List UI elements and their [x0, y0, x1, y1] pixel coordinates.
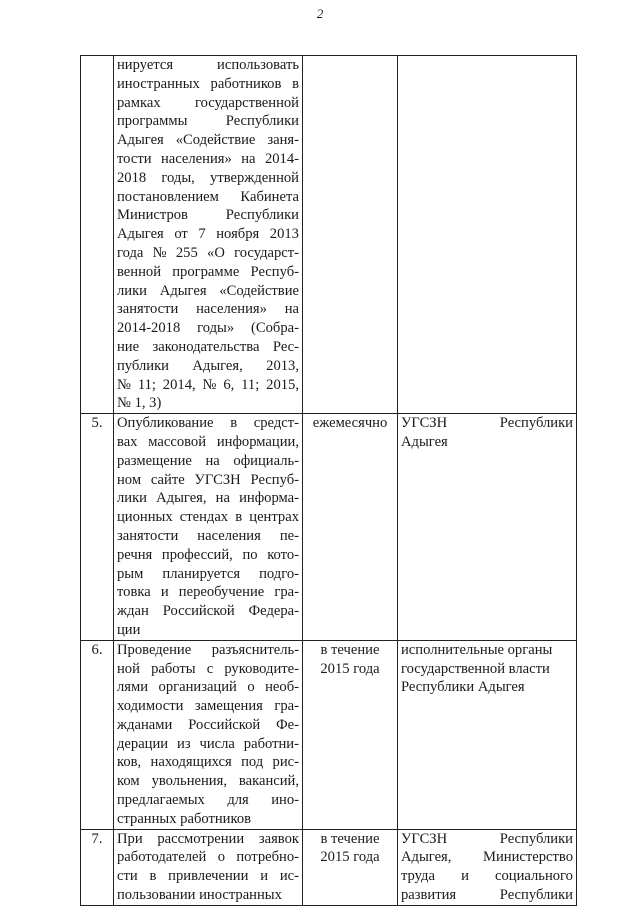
action-cell	[114, 640, 303, 829]
action-text-line: дерации из числа работни-	[117, 735, 299, 752]
term-text-line: 2015 года	[320, 849, 380, 866]
action-text-line: занятости населения пе-	[117, 527, 299, 544]
action-text-line: иностранных работников в	[117, 75, 299, 92]
action-text-line: странных работников	[117, 810, 252, 827]
action-text-line: лики Адыгея «Содействие	[117, 282, 299, 299]
action-text-line: постановлением Кабинета	[117, 188, 299, 205]
responsible-text-line: Адыгея, Министерство	[401, 849, 573, 866]
row-number: 6.	[81, 640, 114, 829]
action-text-line: ждан Российской Федера-	[117, 603, 299, 620]
responsible-text-line: государственной власти	[401, 660, 550, 677]
action-text-line: товка и переобучение гра-	[117, 584, 299, 601]
term-cell	[303, 829, 398, 905]
action-text-line: занятости населения» на	[117, 301, 299, 318]
action-cell	[114, 829, 303, 905]
responsible-cell	[398, 640, 577, 829]
action-text-line: При рассмотрении заявок	[117, 830, 299, 847]
action-text-line: 2014-2018 годы» (Собра-	[117, 320, 299, 337]
row-number: 5.	[81, 414, 114, 641]
term-cell	[303, 640, 398, 829]
action-text-line: ходимости замещения гра-	[117, 698, 299, 715]
term-text-line: 2015 года	[320, 660, 380, 677]
action-text-line: лики Адыгея, на информа-	[117, 490, 299, 507]
action-text-line: Проведение разъяснитель-	[117, 641, 299, 658]
responsible-text-line: УГСЗН Республики	[401, 830, 573, 847]
responsible-cell	[398, 414, 577, 641]
action-text-line: Адыгея «Содействие заня-	[117, 132, 299, 149]
term-cell	[303, 414, 398, 641]
action-text-line: ном сайте УГСЗН Респуб-	[117, 471, 299, 488]
action-text-line: сти в привлечении и ис-	[117, 868, 299, 885]
action-text-line: жданами Российской Фе-	[117, 716, 299, 733]
responsible-cell	[398, 829, 577, 905]
action-text-line: работодателей о потребно-	[117, 849, 299, 866]
action-text-line: ков, находящихся под рис-	[117, 754, 299, 771]
action-cell	[114, 56, 303, 414]
row-number	[81, 56, 114, 414]
action-text-line: программы Республики	[117, 113, 299, 130]
action-text-line: ние законодательства Рес-	[117, 338, 299, 355]
row-number: 7.	[81, 829, 114, 905]
action-text-line: тости населения» на 2014-	[117, 150, 299, 167]
responsible-text-line: УГСЗН Республики	[401, 415, 573, 432]
action-text-line: размещение на официаль-	[117, 452, 299, 469]
action-text-line: речня профессий, по кото-	[117, 546, 299, 563]
action-text-line: лями организаций о необ-	[117, 679, 299, 696]
table-row	[81, 56, 577, 414]
action-text-line: вах массовой информации,	[117, 433, 299, 450]
responsible-cell	[398, 56, 577, 414]
responsible-text-line: исполнительные органы	[401, 641, 553, 658]
action-text-line: Министров Республики	[117, 207, 299, 224]
responsible-text-line: Республики Адыгея	[401, 679, 525, 696]
term-text-line: ежемесячно	[312, 415, 388, 432]
action-text-line: ком увольнения, вакансий,	[117, 773, 299, 790]
action-text-line: Адыгея от 7 ноября 2013	[117, 226, 299, 243]
action-text-line: года № 255 «О государст-	[117, 244, 299, 261]
table-row	[81, 829, 577, 905]
action-text-line: венной программе Респуб-	[117, 263, 299, 280]
action-text-line: пользовании иностранных	[117, 887, 282, 904]
responsible-text-line: развития Республики	[401, 887, 573, 904]
action-text-line: рым планируется подго-	[117, 565, 299, 582]
responsible-text-line: труда и социального	[401, 868, 573, 885]
action-text-line: публики Адыгея, 2013,	[117, 357, 299, 374]
term-text-line: в течение	[320, 641, 380, 658]
action-text-line: № 1, 3)	[117, 395, 162, 412]
action-text-line: № 11; 2014, № 6, 11; 2015,	[117, 376, 299, 393]
table-row	[81, 640, 577, 829]
measures-table	[80, 55, 577, 906]
action-text-line: рамках государственной	[117, 94, 299, 111]
action-cell	[114, 414, 303, 641]
page-number: 2	[316, 6, 324, 21]
action-text-line: Опубликование в средст-	[117, 415, 299, 432]
table-row	[81, 414, 577, 641]
action-text-line: ции	[117, 621, 141, 638]
term-text-line: в течение	[320, 830, 380, 847]
action-text-line: нируется использовать	[117, 57, 299, 73]
action-text-line: предлагаемых для ино-	[117, 792, 299, 809]
action-text-line: ной работы с руководите-	[117, 660, 299, 677]
term-cell	[303, 56, 398, 414]
responsible-text-line: Адыгея	[401, 433, 448, 450]
action-text-line: ционных стендах в центрах	[117, 509, 299, 526]
action-text-line: 2018 годы, утвержденной	[117, 169, 299, 186]
